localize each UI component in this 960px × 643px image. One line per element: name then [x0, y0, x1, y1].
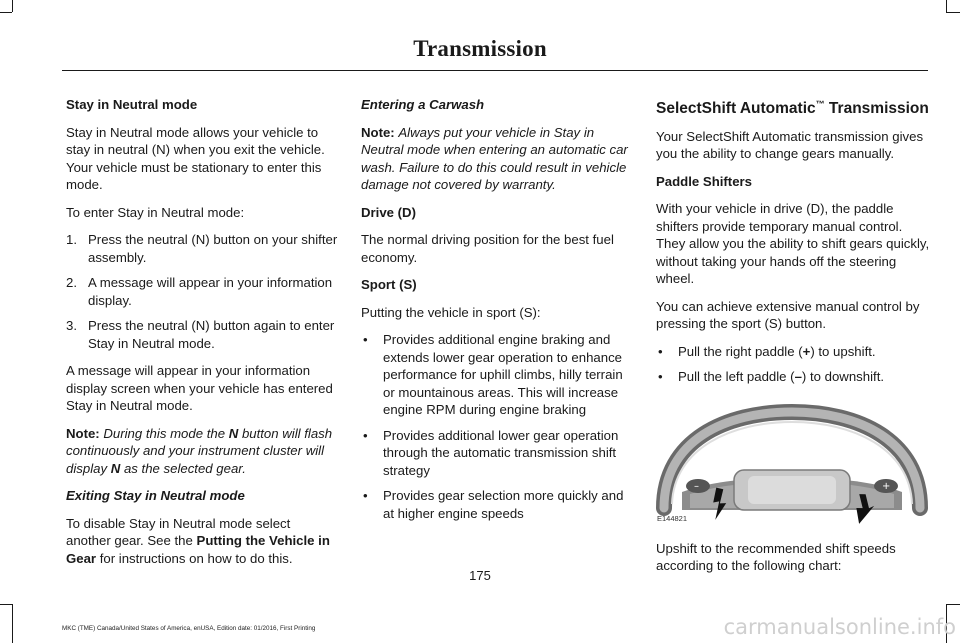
column-middle [361, 96, 633, 532]
note-gear-n: N [228, 425, 239, 441]
cross-reference: Putting the Vehicle in Gear [66, 533, 330, 566]
section-heading [656, 96, 930, 118]
note-text: button will flash continuously and your instrument cluster will display [66, 425, 333, 476]
list-item [656, 343, 930, 361]
heading-text: SelectShift Automatic [656, 100, 816, 118]
list-item [361, 427, 633, 480]
bullet-text: Pull the right paddle ( [678, 343, 803, 359]
column-right [656, 96, 930, 585]
list-item [66, 231, 338, 266]
steering-wheel-figure [656, 400, 928, 530]
paragraph: Upshift to the recommended shift speeds according to the following chart: [656, 540, 896, 574]
bullet-list [361, 331, 633, 522]
paragraph: With your vehicle in drive (D), the paddle shifters provide temporary manual control. They allow you the ability to shift gears quickly, without taking your hands off the steering wheel. [656, 201, 930, 287]
bullet-text: Provides additional lower gear operation through the automatic transmission shift strategy [383, 427, 619, 478]
trademark-symbol: ™ [815, 99, 825, 109]
minus-symbol: – [794, 369, 802, 385]
section-heading: Paddle Shifters [656, 173, 753, 189]
step-number: 1. [66, 232, 77, 247]
paragraph [66, 515, 338, 568]
list-item [66, 274, 338, 309]
paragraph-text: for instructions on how to do this. [99, 550, 293, 566]
crop-mark [946, 12, 960, 13]
section-heading: Exiting Stay in Neutral mode [66, 488, 245, 503]
figure-code: E144821 [657, 514, 688, 524]
steering-wheel-icon [656, 400, 928, 530]
crop-mark [946, 0, 947, 12]
heading-text: Transmission [824, 100, 929, 118]
bullet: • [658, 343, 663, 359]
bullet-text: Pull the left paddle ( [678, 369, 795, 385]
section-heading: Entering a Carwash [361, 97, 485, 112]
paddle-minus-label: – [694, 480, 699, 492]
bullet: • [658, 369, 663, 385]
column-left [66, 96, 338, 577]
paragraph: To enter Stay in Neutral mode: [66, 204, 245, 220]
note-text: Always put your vehicle in Stay in Neutral mode when entering an automatic car wash. Failure to do this could result in vehicle damage not covered by warranty. [361, 124, 628, 192]
watermark: carmanualsonline.info [723, 615, 956, 639]
paragraph-text: To disable Stay in Neutral mode select another gear. See the [66, 515, 291, 548]
crop-mark [12, 0, 13, 12]
crop-mark [0, 12, 12, 13]
note-label: Note: [361, 124, 395, 140]
step-text: Press the neutral (N) button again to enter Stay in Neutral mode. [88, 318, 335, 351]
plus-symbol: + [802, 343, 811, 359]
header-rule [62, 70, 928, 71]
note-gear-n: N [110, 460, 121, 476]
bullet: • [363, 427, 368, 443]
step-number: 2. [66, 275, 77, 290]
paragraph: Your SelectShift Automatic transmission gives you the ability to change gears manually. [656, 128, 924, 162]
footer-edition: MKC (TME) Canada/United States of America, enUSA, Edition date: 01/2016, First Printing [62, 625, 316, 632]
list-item [361, 331, 633, 419]
paragraph: The normal driving position for the best fuel economy. [361, 232, 614, 265]
bullet: • [363, 488, 368, 503]
paragraph: Stay in Neutral mode allows your vehicle to stay in neutral (N) when you exit the vehicle. Your vehicle must be stationary to enter this mode. [66, 124, 325, 192]
section-heading: Sport (S) [361, 277, 417, 292]
list-item [66, 317, 338, 352]
note-text: During this mode the [103, 425, 226, 441]
bullet: • [363, 332, 368, 347]
bullet-list [656, 343, 930, 386]
note [361, 124, 633, 194]
bullet-text: Provides gear selection more quickly and at higher engine speeds [383, 488, 624, 521]
steps-list [66, 231, 338, 352]
crop-mark [946, 604, 960, 605]
bullet-text: ) to downshift. [801, 369, 885, 385]
note-text: as the selected gear. [123, 460, 246, 476]
step-text: A message will appear in your information display. [88, 275, 333, 308]
section-heading: Stay in Neutral mode [66, 97, 198, 112]
step-text: Press the neutral (N) button on your shifter assembly. [88, 232, 338, 265]
step-number: 3. [66, 318, 77, 333]
crop-mark [0, 604, 12, 605]
note [66, 425, 338, 478]
list-item [656, 368, 930, 386]
bullet-text: Provides additional engine braking and extends lower gear operation to enhance performance for uphill climbs, hilly terrain or mountainous areas. This will increase engine RPM during engine braking [383, 332, 623, 417]
paddle-plus-label: + [882, 480, 891, 492]
paragraph: You can achieve extensive manual control by pressing the sport (S) button. [656, 298, 920, 332]
paragraph: A message will appear in your information display screen when your vehicle has entered Stay in Neutral mode. [66, 363, 333, 413]
page-number: 175 [469, 568, 491, 583]
page-title: Transmission [413, 36, 547, 61]
note-label: Note: [66, 425, 100, 441]
paragraph: Putting the vehicle in sport (S): [361, 304, 541, 320]
section-heading: Drive (D) [361, 204, 416, 220]
crop-mark [12, 604, 13, 643]
bullet-text: ) to upshift. [810, 343, 876, 359]
list-item [361, 487, 633, 522]
